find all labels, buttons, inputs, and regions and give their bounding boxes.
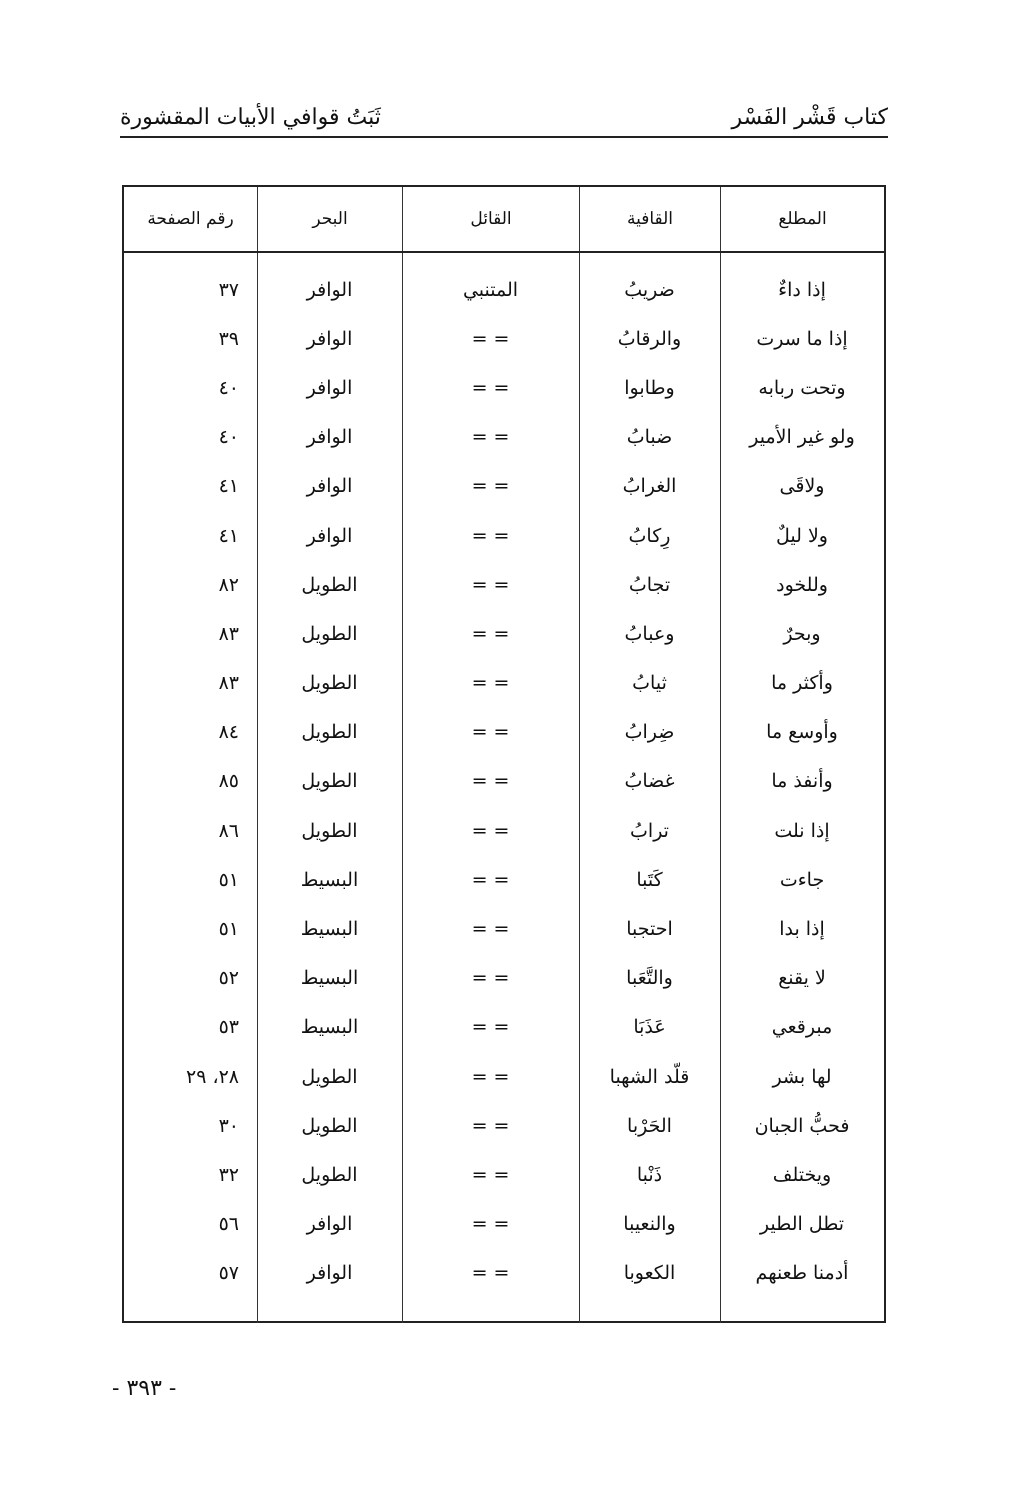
- meter-cell: البسيط: [300, 868, 359, 891]
- meter-cell: الوافر: [306, 1213, 353, 1236]
- rhyme-cell: احتجبا: [626, 918, 673, 941]
- opening-cell: لا يقنع: [778, 967, 826, 990]
- rhyme-cell: تجابُ: [628, 573, 671, 596]
- rhyme-cell: ضريبُ: [624, 278, 675, 301]
- meter-cell: الوافر: [306, 376, 353, 399]
- poet-cell: = =: [471, 327, 510, 350]
- table-row: [124, 954, 884, 1003]
- column-header-page: رقم الصفحة: [147, 209, 234, 229]
- table-row: [124, 904, 884, 953]
- meter-cell: الطويل: [301, 819, 358, 842]
- page-cell: ٣٧: [218, 278, 239, 301]
- column-header-opening: المطلع: [720, 187, 884, 251]
- rhyme-cell: ضِرابُ: [624, 721, 675, 744]
- opening-cell: إذا داءٌ: [778, 278, 826, 301]
- poet-cell: = =: [471, 770, 510, 793]
- table-row: [124, 609, 884, 658]
- meter-cell: الوافر: [306, 475, 353, 498]
- poet-cell: = =: [471, 721, 510, 744]
- poet-cell: = =: [471, 1114, 510, 1137]
- meter-cell: البسيط: [300, 1016, 359, 1039]
- page-cell: ٣٢: [218, 1163, 239, 1186]
- meter-cell: البسيط: [300, 967, 359, 990]
- rhyme-cell: غضابُ: [624, 770, 675, 793]
- meter-cell: الطويل: [301, 770, 358, 793]
- column-header-rhyme: القافية: [579, 187, 720, 251]
- page-cell: ٥٢: [218, 967, 239, 990]
- meter-cell: الطويل: [301, 573, 358, 596]
- page-cell: ٨٣: [218, 622, 239, 645]
- opening-cell: تطل الطير: [759, 1213, 845, 1236]
- poet-cell: = =: [471, 819, 510, 842]
- page-cell: ٤١: [218, 475, 239, 498]
- rhyme-cell: كَتَبا: [636, 868, 663, 891]
- poet-cell: = =: [471, 426, 510, 449]
- running-header: [120, 92, 888, 138]
- table-row: [124, 757, 884, 806]
- page-cell: ٥١: [218, 918, 239, 941]
- page-cell: ٢٨، ٢٩: [185, 1065, 239, 1088]
- opening-cell: وأكثر ما: [771, 672, 833, 695]
- opening-cell: وللخود: [776, 573, 828, 596]
- table-row: [124, 1200, 884, 1249]
- page-cell: ٨٦: [218, 819, 239, 842]
- opening-cell: لها بشر: [772, 1065, 832, 1088]
- opening-cell: مبرقعي: [771, 1016, 833, 1039]
- opening-cell: وأوسع ما: [766, 721, 838, 744]
- table-row: [124, 1101, 884, 1150]
- meter-cell: الوافر: [306, 524, 353, 547]
- page-cell: ٥١: [218, 868, 239, 891]
- page-cell: ٤١: [218, 524, 239, 547]
- poet-cell: = =: [471, 967, 510, 990]
- rhyme-cell: قلّد الشهبا: [609, 1065, 690, 1088]
- table-row: [124, 659, 884, 708]
- meter-cell: البسيط: [300, 918, 359, 941]
- opening-cell: إذا بدا: [779, 918, 825, 941]
- opening-cell: إذا نلت: [774, 819, 830, 842]
- meter-cell: الوافر: [306, 1262, 353, 1285]
- rhyme-cell: والنعيبا: [623, 1213, 676, 1236]
- page-cell: ٨٤: [218, 721, 239, 744]
- rhyme-cell: ترابُ: [630, 819, 669, 842]
- table-row: [124, 1150, 884, 1199]
- table-body: [124, 253, 884, 1323]
- poet-cell: = =: [471, 376, 510, 399]
- page-cell: ٨٢: [218, 573, 239, 596]
- poet-cell: = =: [471, 1262, 510, 1285]
- rhyme-cell: الكعوبا: [623, 1262, 676, 1285]
- opening-cell: وبحرٌ: [783, 622, 821, 645]
- rhyme-cell: الحَرْبا: [627, 1114, 672, 1137]
- poet-cell: = =: [471, 622, 510, 645]
- poet-cell: = =: [471, 1065, 510, 1088]
- poet-cell: = =: [471, 524, 510, 547]
- rhyme-cell: ذَنْبا: [636, 1163, 663, 1186]
- page-cell: ٨٥: [218, 770, 239, 793]
- poet-cell: = =: [471, 475, 510, 498]
- meter-cell: الوافر: [306, 426, 353, 449]
- poet-cell: = =: [471, 1163, 510, 1186]
- page-cell: ٤٠: [218, 426, 239, 449]
- poet-cell: = =: [471, 1016, 510, 1039]
- table-row: [124, 363, 884, 412]
- book-title: كتاب قَشْر الفَسْر: [731, 105, 888, 130]
- page-cell: ٣٠: [218, 1114, 239, 1137]
- rhyme-cell: وطابوا: [624, 376, 675, 399]
- page-number: - ٣٩٣ -: [112, 1376, 177, 1401]
- table-header: [124, 187, 884, 253]
- meter-cell: الطويل: [301, 1163, 358, 1186]
- meter-cell: الطويل: [301, 672, 358, 695]
- rhyme-cell: والتَّعَبا: [626, 967, 673, 990]
- table-row: [124, 511, 884, 560]
- meter-cell: الطويل: [301, 721, 358, 744]
- meter-cell: الوافر: [306, 327, 353, 350]
- table-row: [124, 708, 884, 757]
- opening-cell: أدمنا طعنهم: [755, 1262, 849, 1285]
- meter-cell: الطويل: [301, 622, 358, 645]
- meter-cell: الطويل: [301, 1114, 358, 1137]
- opening-cell: فحبُّ الجبان: [754, 1114, 850, 1137]
- rhyme-cell: رِكابُ: [628, 524, 671, 547]
- table-row: [124, 314, 884, 363]
- opening-cell: إذا ما سرت: [756, 327, 848, 350]
- opening-cell: ولا ليلٌ: [776, 524, 828, 547]
- poet-cell: = =: [471, 1213, 510, 1236]
- page-cell: ٥٣: [218, 1016, 239, 1039]
- table-rows: [124, 265, 884, 1298]
- table-row: [124, 413, 884, 462]
- opening-cell: وتحت ربابه: [758, 376, 846, 399]
- opening-cell: ولاقَى: [779, 475, 825, 498]
- poet-cell: = =: [471, 573, 510, 596]
- rhyme-cell: الغرابُ: [622, 475, 677, 498]
- page-cell: ٤٠: [218, 376, 239, 399]
- rhyme-cell: عَذَبَا: [633, 1016, 666, 1039]
- opening-cell: ولو غير الأمير: [749, 426, 855, 449]
- meter-cell: الطويل: [301, 1065, 358, 1088]
- opening-cell: وأنفذ ما: [771, 770, 833, 793]
- poet-cell: = =: [471, 918, 510, 941]
- rhymes-table: [122, 185, 886, 1323]
- page-cell: ٥٦: [218, 1213, 239, 1236]
- rhyme-cell: وعبابُ: [624, 622, 675, 645]
- poet-cell: = =: [471, 672, 510, 695]
- opening-cell: ويختلف: [772, 1163, 832, 1186]
- table-row: [124, 1003, 884, 1052]
- table-row: [124, 1052, 884, 1101]
- table-row: [124, 560, 884, 609]
- rhyme-cell: ضبابُ: [626, 426, 673, 449]
- rhyme-cell: ثيابُ: [632, 672, 667, 695]
- table-row: [124, 462, 884, 511]
- section-title: ثَبَتُ قوافي الأبيات المقشورة: [120, 105, 381, 130]
- rhyme-cell: والرقابُ: [617, 327, 682, 350]
- poet-cell: = =: [471, 868, 510, 891]
- table-row: [124, 855, 884, 904]
- page-cell: ٨٣: [218, 672, 239, 695]
- opening-cell: جاءت: [779, 868, 825, 891]
- page-cell: ٥٧: [218, 1262, 239, 1285]
- table-row: [124, 1249, 884, 1298]
- column-header-poet: القائل: [402, 187, 579, 251]
- table-row: [124, 806, 884, 855]
- column-header-meter: البحر: [257, 187, 402, 251]
- table-row: [124, 265, 884, 314]
- page-cell: ٣٩: [218, 327, 239, 350]
- meter-cell: الوافر: [306, 278, 353, 301]
- poet-cell: المتنبي: [462, 278, 519, 301]
